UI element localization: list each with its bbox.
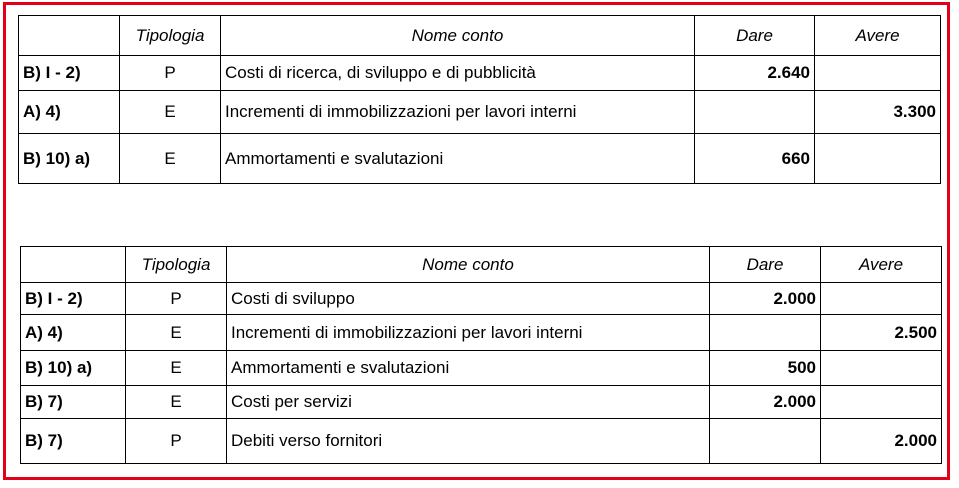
journal-table-2	[20, 246, 942, 464]
header-nome-conto: Nome conto	[227, 247, 710, 283]
dare-amount: 2.640	[695, 56, 815, 91]
dare-amount: 2.000	[710, 283, 821, 315]
account-type: P	[126, 419, 227, 464]
header-dare: Dare	[695, 16, 815, 56]
avere-amount: 2.000	[821, 419, 942, 464]
dare-amount: 500	[710, 351, 821, 386]
header-code	[21, 247, 126, 283]
account-name: Costi di ricerca, di sviluppo e di pubblicità	[221, 56, 695, 91]
account-name: Ammortamenti e svalutazioni	[227, 351, 710, 386]
account-type: E	[126, 315, 227, 351]
account-type: P	[126, 283, 227, 315]
header-tipologia: Tipologia	[126, 247, 227, 283]
account-code: B) 7)	[21, 419, 126, 464]
account-type: E	[120, 134, 221, 184]
header-avere: Avere	[821, 247, 942, 283]
table-header-row	[21, 247, 942, 283]
dare-amount	[710, 419, 821, 464]
account-type: P	[120, 56, 221, 91]
account-type: E	[120, 91, 221, 134]
account-name: Ammortamenti e svalutazioni	[221, 134, 695, 184]
account-code: A) 4)	[19, 91, 120, 134]
table-row	[19, 56, 941, 91]
table-row	[21, 386, 942, 419]
table-row	[21, 315, 942, 351]
avere-amount	[821, 283, 942, 315]
account-name: Debiti verso fornitori	[227, 419, 710, 464]
account-code: A) 4)	[21, 315, 126, 351]
account-name: Incrementi di immobilizzazioni per lavori interni	[221, 91, 695, 134]
journal-table-1	[18, 15, 941, 184]
table-row	[21, 283, 942, 315]
header-tipologia: Tipologia	[120, 16, 221, 56]
avere-amount	[815, 56, 941, 91]
header-dare: Dare	[710, 247, 821, 283]
account-code: B) 7)	[21, 386, 126, 419]
account-code: B) I - 2)	[19, 56, 120, 91]
account-type: E	[126, 351, 227, 386]
table-header-row	[19, 16, 941, 56]
avere-amount	[815, 134, 941, 184]
table-row	[21, 351, 942, 386]
account-code: B) I - 2)	[21, 283, 126, 315]
dare-amount: 660	[695, 134, 815, 184]
header-nome-conto: Nome conto	[221, 16, 695, 56]
account-code: B) 10) a)	[21, 351, 126, 386]
table-row	[19, 134, 941, 184]
account-type: E	[126, 386, 227, 419]
dare-amount	[695, 91, 815, 134]
avere-amount	[821, 386, 942, 419]
account-name: Incrementi di immobilizzazioni per lavori interni	[227, 315, 710, 351]
account-name: Costi di sviluppo	[227, 283, 710, 315]
header-avere: Avere	[815, 16, 941, 56]
dare-amount	[710, 315, 821, 351]
header-code	[19, 16, 120, 56]
avere-amount: 2.500	[821, 315, 942, 351]
avere-amount: 3.300	[815, 91, 941, 134]
table-row	[19, 91, 941, 134]
account-name: Costi per servizi	[227, 386, 710, 419]
dare-amount: 2.000	[710, 386, 821, 419]
table-row	[21, 419, 942, 464]
avere-amount	[821, 351, 942, 386]
account-code: B) 10) a)	[19, 134, 120, 184]
